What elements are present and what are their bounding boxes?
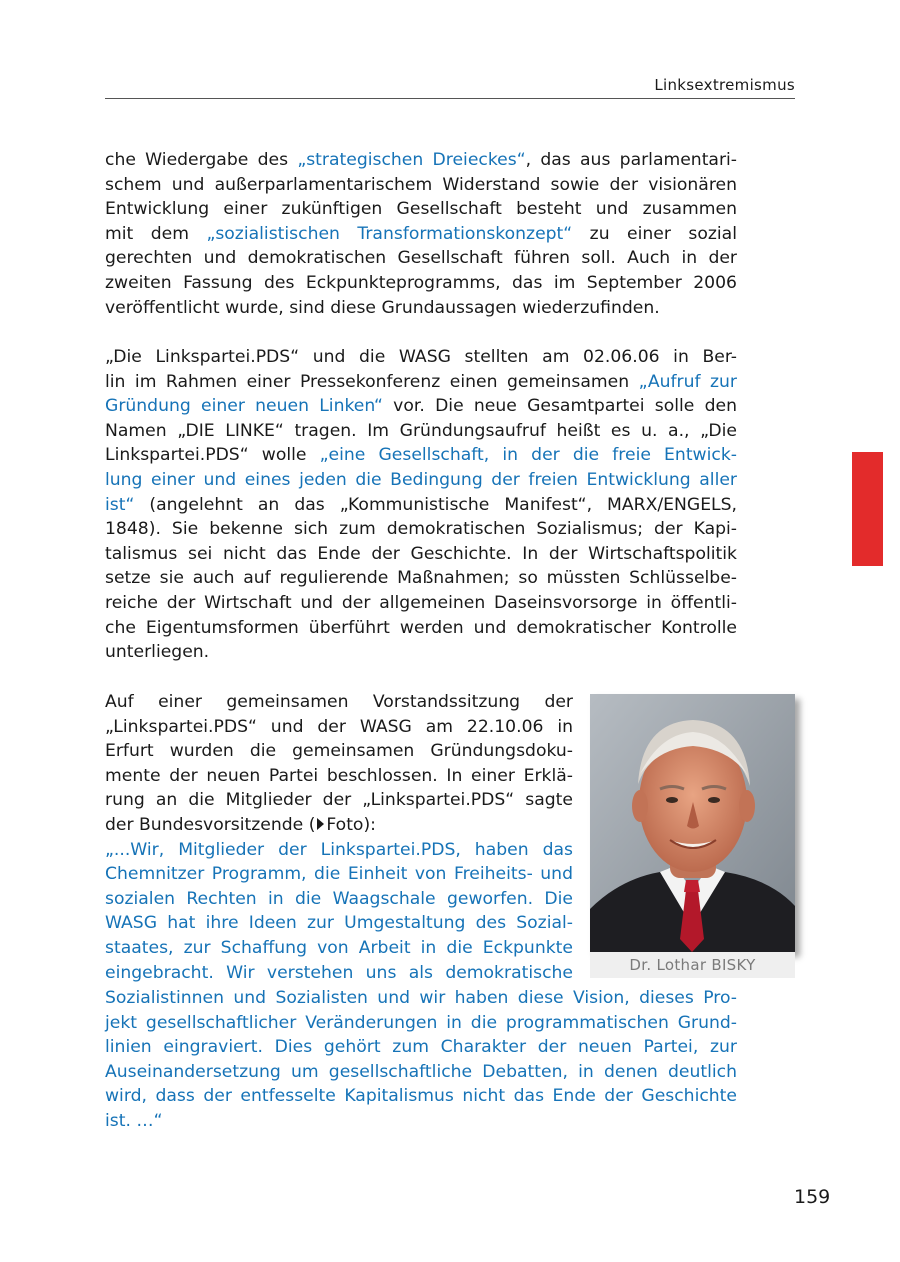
quote-term: „strategischen Dreieckes“	[297, 150, 526, 170]
portrait-photo	[590, 694, 795, 952]
text-line: Entwicklung einer zukünftigen Gesellschaft besteht und zusammen	[105, 199, 737, 220]
paragraph-2	[105, 345, 737, 665]
quote-line: sozialen Rechten in die Waagschale geworfen. Die	[105, 888, 573, 909]
paragraph-3	[105, 690, 573, 985]
text-line: der Bundesvorsitzende ( Foto):	[105, 814, 376, 835]
running-header	[105, 74, 795, 99]
quote-term: „eine Gesellschaft, in der die freie Entwick-	[319, 445, 737, 466]
text-line: rung an die Mitglieder der „Linkspartei.PDS“ sagte	[105, 790, 573, 811]
quote-line: ist. …“	[105, 1110, 163, 1131]
text-line: Gründung einer neuen Linken“ vor. Die neue Gesamtpartei solle den	[105, 396, 737, 417]
text-line: schem und außerparlamentarischem Widerstand sowie der visionären	[105, 174, 737, 195]
text-line: veröffentlicht wurde, sind diese Grundaussagen wiederzufinden.	[105, 297, 660, 318]
text-line: reiche der Wirtschaft und der allgemeinen Daseinsvorsorge in öffentli-	[105, 592, 737, 613]
text-line: che Wiedergabe des „strategischen Dreieckes“, das aus parlamentari-	[105, 150, 738, 170]
text-line: ist“ (angelehnt an das „Kommunistische Manifest“, MARX/ENGELS,	[105, 494, 737, 515]
page-number: 159	[794, 1186, 831, 1208]
chapter-marker	[852, 452, 883, 566]
quote-term: „sozialistischen Transformationskonzept“	[206, 223, 573, 244]
portrait-figure	[590, 694, 795, 981]
text-line: Auf einer gemeinsamen Vorstandssitzung der	[105, 692, 573, 712]
photo-caption: Dr. Lothar BISKY	[590, 952, 795, 978]
text-line: Erfurt wurden die gemeinsamen Gründungsdoku-	[105, 741, 573, 762]
text-line: mit dem „sozialistischen Transformationskonzept“ zu einer sozial	[105, 223, 737, 244]
section-title: Linksextremismus	[654, 76, 795, 94]
text-line: „Linkspartei.PDS“ und der WASG am 22.10.06 in	[105, 716, 573, 737]
text-line: setze sie auch auf regulierende Maßnahmen; so müssten Schlüsselbe-	[105, 568, 737, 589]
quote-line: staates, zur Schaffung von Arbeit in die Eckpunkte	[105, 937, 573, 958]
text-line: talismus sei nicht das Ende der Geschichte. In der Wirtschaftspolitik	[105, 543, 737, 564]
text-line: Namen „DIE LINKE“ tragen. Im Gründungsaufruf heißt es u. a., „Die	[105, 420, 737, 441]
quote-term: „Aufruf zur	[638, 371, 737, 392]
quote-line: Chemnitzer Programm, die Einheit von Freiheits- und	[105, 864, 573, 885]
quote-term: Gründung einer neuen Linken“	[105, 396, 383, 417]
quote-line: Sozialistinnen und Sozialisten und wir haben diese Vision, dieses Pro-	[105, 988, 737, 1008]
quote-line: WASG hat ihre Ideen zur Umgestaltung des Sozial-	[105, 913, 573, 934]
text-line: unterliegen.	[105, 642, 210, 663]
text-line: gerechten und demokratischen Gesellschaft führen soll. Auch in der	[105, 248, 737, 269]
quote-line: jekt gesellschaftlicher Veränderungen in die programmatischen Grund-	[105, 1012, 737, 1033]
quote-line: eingebracht. Wir verstehen uns als demokratische	[105, 962, 573, 983]
text-line: che Eigentumsformen überführt werden und demokratischer Kontrolle	[105, 617, 737, 638]
text-line: mente der neuen Partei beschlossen. In einer Erklä-	[105, 765, 573, 786]
quote-line: „...Wir, Mitglieder der Linkspartei.PDS, haben das	[105, 839, 573, 860]
text-line: lung einer und eines jeden die Bedingung der freien Entwicklung aller	[105, 469, 737, 490]
quote-term: ist“	[105, 494, 135, 515]
paragraph-1	[105, 148, 737, 320]
text-line: Linkspartei.PDS“ wolle „eine Gesellschaft, in der die freie Entwick-	[105, 445, 737, 466]
text-line: 1848). Sie bekenne sich zum demokratischen Sozialismus; der Kapi-	[105, 519, 737, 540]
portrait-illustration	[590, 694, 795, 952]
text-line: lin im Rahmen einer Pressekonferenz einen gemeinsamen „Aufruf zur	[105, 371, 737, 392]
quote-line: Auseinandersetzung um gesellschaftliche Debatten, in denen deutlich	[105, 1061, 737, 1082]
text-line: „Die Linkspartei.PDS“ und die WASG stellten am 02.06.06 in Ber-	[105, 347, 737, 367]
play-arrow-icon	[317, 818, 324, 830]
paragraph-4	[105, 986, 737, 1134]
quote-line: linien eingraviert. Dies gehört zum Charakter der neuen Partei, zur	[105, 1037, 737, 1058]
quote-line: wird, dass der entfesselte Kapitalismus nicht das Ende der Geschichte	[105, 1086, 737, 1107]
text-line: zweiten Fassung des Eckpunkteprogramms, das im September 2006	[105, 272, 737, 293]
